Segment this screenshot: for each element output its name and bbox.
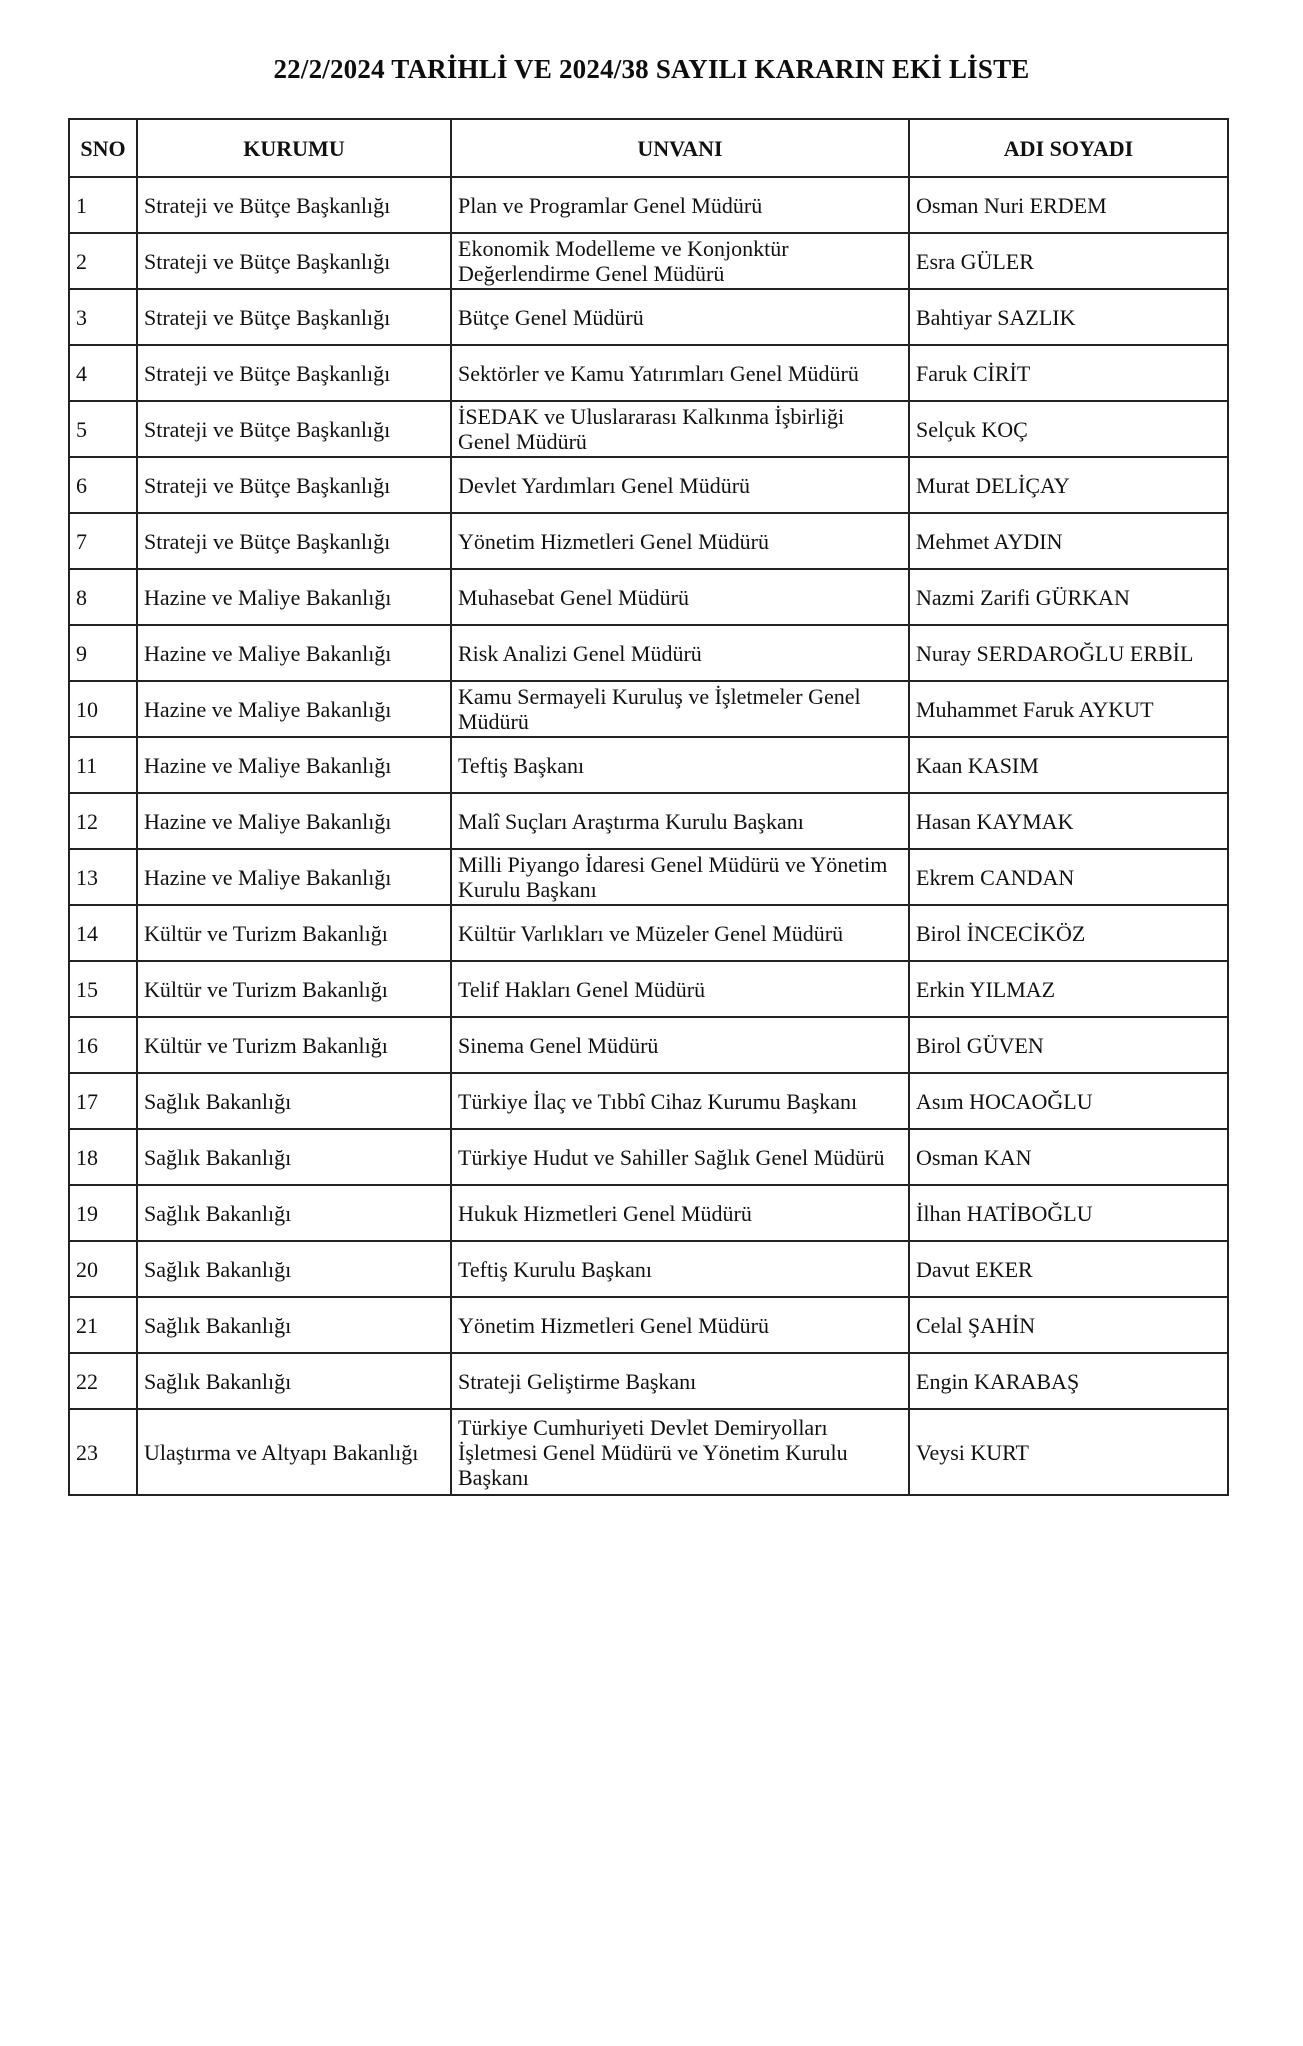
table-row xyxy=(69,793,1228,849)
cell-unvani: Yönetim Hizmetleri Genel Müdürü xyxy=(451,1297,909,1353)
cell-adi-soyadi: Nazmi Zarifi GÜRKAN xyxy=(909,569,1228,625)
table-row xyxy=(69,1409,1228,1495)
cell-sno: 11 xyxy=(69,737,137,793)
cell-unvani: Ekonomik Modelleme ve Konjonktür Değerlendirme Genel Müdürü xyxy=(451,233,909,289)
cell-sno: 8 xyxy=(69,569,137,625)
cell-sno: 23 xyxy=(69,1409,137,1495)
cell-kurumu: Strateji ve Bütçe Başkanlığı xyxy=(137,513,451,569)
cell-adi-soyadi: Mehmet AYDIN xyxy=(909,513,1228,569)
cell-kurumu: Hazine ve Maliye Bakanlığı xyxy=(137,849,451,905)
table-row xyxy=(69,401,1228,457)
cell-unvani: Telif Hakları Genel Müdürü xyxy=(451,961,909,1017)
cell-kurumu: Sağlık Bakanlığı xyxy=(137,1241,451,1297)
cell-kurumu: Hazine ve Maliye Bakanlığı xyxy=(137,793,451,849)
cell-unvani: Türkiye Cumhuriyeti Devlet Demiryolları İşletmesi Genel Müdürü ve Yönetim Kurulu Başkanı xyxy=(451,1409,909,1495)
table-row xyxy=(69,961,1228,1017)
cell-unvani: İSEDAK ve Uluslararası Kalkınma İşbirliği Genel Müdürü xyxy=(451,401,909,457)
cell-adi-soyadi: İlhan HATİBOĞLU xyxy=(909,1185,1228,1241)
cell-adi-soyadi: Muhammet Faruk AYKUT xyxy=(909,681,1228,737)
table-row xyxy=(69,513,1228,569)
cell-kurumu: Kültür ve Turizm Bakanlığı xyxy=(137,905,451,961)
cell-unvani: Türkiye Hudut ve Sahiller Sağlık Genel Müdürü xyxy=(451,1129,909,1185)
table-row xyxy=(69,457,1228,513)
cell-sno: 2 xyxy=(69,233,137,289)
cell-adi-soyadi: Asım HOCAOĞLU xyxy=(909,1073,1228,1129)
cell-unvani: Kültür Varlıkları ve Müzeler Genel Müdürü xyxy=(451,905,909,961)
table-row xyxy=(69,177,1228,233)
cell-kurumu: Sağlık Bakanlığı xyxy=(137,1129,451,1185)
cell-unvani: Milli Piyango İdaresi Genel Müdürü ve Yönetim Kurulu Başkanı xyxy=(451,849,909,905)
cell-adi-soyadi: Engin KARABAŞ xyxy=(909,1353,1228,1409)
cell-unvani: Türkiye İlaç ve Tıbbî Cihaz Kurumu Başkanı xyxy=(451,1073,909,1129)
cell-unvani: Muhasebat Genel Müdürü xyxy=(451,569,909,625)
table-row xyxy=(69,1353,1228,1409)
cell-kurumu: Hazine ve Maliye Bakanlığı xyxy=(137,737,451,793)
cell-unvani: Yönetim Hizmetleri Genel Müdürü xyxy=(451,513,909,569)
page-title: 22/2/2024 TARİHLİ VE 2024/38 SAYILI KARARIN EKİ LİSTE xyxy=(273,54,1030,84)
column-header-unvani: UNVANI xyxy=(451,119,909,177)
table-row xyxy=(69,1185,1228,1241)
cell-adi-soyadi: Faruk CİRİT xyxy=(909,345,1228,401)
cell-sno: 16 xyxy=(69,1017,137,1073)
cell-sno: 6 xyxy=(69,457,137,513)
table-row xyxy=(69,345,1228,401)
cell-kurumu: Strateji ve Bütçe Başkanlığı xyxy=(137,345,451,401)
cell-adi-soyadi: Birol İNCECİKÖZ xyxy=(909,905,1228,961)
column-header-kurumu: KURUMU xyxy=(137,119,451,177)
cell-adi-soyadi: Osman Nuri ERDEM xyxy=(909,177,1228,233)
cell-adi-soyadi: Esra GÜLER xyxy=(909,233,1228,289)
cell-adi-soyadi: Erkin YILMAZ xyxy=(909,961,1228,1017)
cell-sno: 5 xyxy=(69,401,137,457)
cell-kurumu: Sağlık Bakanlığı xyxy=(137,1297,451,1353)
cell-adi-soyadi: Selçuk KOÇ xyxy=(909,401,1228,457)
cell-unvani: Kamu Sermayeli Kuruluş ve İşletmeler Genel Müdürü xyxy=(451,681,909,737)
cell-unvani: Sinema Genel Müdürü xyxy=(451,1017,909,1073)
cell-unvani: Bütçe Genel Müdürü xyxy=(451,289,909,345)
table-row xyxy=(69,1241,1228,1297)
cell-sno: 18 xyxy=(69,1129,137,1185)
cell-sno: 9 xyxy=(69,625,137,681)
cell-unvani: Sektörler ve Kamu Yatırımları Genel Müdürü xyxy=(451,345,909,401)
cell-sno: 10 xyxy=(69,681,137,737)
cell-kurumu: Ulaştırma ve Altyapı Bakanlığı xyxy=(137,1409,451,1495)
cell-kurumu: Strateji ve Bütçe Başkanlığı xyxy=(137,401,451,457)
cell-kurumu: Hazine ve Maliye Bakanlığı xyxy=(137,569,451,625)
cell-unvani: Hukuk Hizmetleri Genel Müdürü xyxy=(451,1185,909,1241)
cell-adi-soyadi: Osman KAN xyxy=(909,1129,1228,1185)
table-row xyxy=(69,1073,1228,1129)
cell-unvani: Strateji Geliştirme Başkanı xyxy=(451,1353,909,1409)
cell-sno: 4 xyxy=(69,345,137,401)
cell-adi-soyadi: Bahtiyar SAZLIK xyxy=(909,289,1228,345)
cell-kurumu: Sağlık Bakanlığı xyxy=(137,1353,451,1409)
cell-kurumu: Sağlık Bakanlığı xyxy=(137,1073,451,1129)
cell-adi-soyadi: Celal ŞAHİN xyxy=(909,1297,1228,1353)
cell-kurumu: Strateji ve Bütçe Başkanlığı xyxy=(137,233,451,289)
cell-unvani: Risk Analizi Genel Müdürü xyxy=(451,625,909,681)
table-row xyxy=(69,569,1228,625)
cell-kurumu: Hazine ve Maliye Bakanlığı xyxy=(137,681,451,737)
table-body xyxy=(69,177,1228,1495)
cell-sno: 1 xyxy=(69,177,137,233)
table-row xyxy=(69,1297,1228,1353)
cell-unvani: Teftiş Kurulu Başkanı xyxy=(451,1241,909,1297)
table-header-row xyxy=(69,119,1228,177)
appointment-list-table xyxy=(68,118,1229,1496)
table-row xyxy=(69,233,1228,289)
cell-kurumu: Hazine ve Maliye Bakanlığı xyxy=(137,625,451,681)
cell-sno: 7 xyxy=(69,513,137,569)
cell-adi-soyadi: Davut EKER xyxy=(909,1241,1228,1297)
table-row xyxy=(69,289,1228,345)
table-row xyxy=(69,905,1228,961)
cell-unvani: Malî Suçları Araştırma Kurulu Başkanı xyxy=(451,793,909,849)
cell-adi-soyadi: Hasan KAYMAK xyxy=(909,793,1228,849)
cell-kurumu: Kültür ve Turizm Bakanlığı xyxy=(137,961,451,1017)
cell-sno: 19 xyxy=(69,1185,137,1241)
cell-adi-soyadi: Murat DELİÇAY xyxy=(909,457,1228,513)
cell-sno: 22 xyxy=(69,1353,137,1409)
cell-sno: 13 xyxy=(69,849,137,905)
cell-sno: 3 xyxy=(69,289,137,345)
column-header-sno: SNO xyxy=(69,119,137,177)
cell-adi-soyadi: Ekrem CANDAN xyxy=(909,849,1228,905)
cell-sno: 14 xyxy=(69,905,137,961)
cell-kurumu: Sağlık Bakanlığı xyxy=(137,1185,451,1241)
cell-sno: 15 xyxy=(69,961,137,1017)
column-header-adi-soyadi: ADI SOYADI xyxy=(909,119,1228,177)
cell-kurumu: Strateji ve Bütçe Başkanlığı xyxy=(137,177,451,233)
cell-unvani: Plan ve Programlar Genel Müdürü xyxy=(451,177,909,233)
cell-unvani: Devlet Yardımları Genel Müdürü xyxy=(451,457,909,513)
table-row xyxy=(69,849,1228,905)
cell-unvani: Teftiş Başkanı xyxy=(451,737,909,793)
cell-adi-soyadi: Nuray SERDAROĞLU ERBİL xyxy=(909,625,1228,681)
table-row xyxy=(69,1129,1228,1185)
cell-kurumu: Kültür ve Turizm Bakanlığı xyxy=(137,1017,451,1073)
cell-sno: 21 xyxy=(69,1297,137,1353)
cell-adi-soyadi: Veysi KURT xyxy=(909,1409,1228,1495)
cell-adi-soyadi: Kaan KASIM xyxy=(909,737,1228,793)
cell-kurumu: Strateji ve Bütçe Başkanlığı xyxy=(137,457,451,513)
table-row xyxy=(69,1017,1228,1073)
cell-sno: 20 xyxy=(69,1241,137,1297)
cell-adi-soyadi: Birol GÜVEN xyxy=(909,1017,1228,1073)
cell-sno: 12 xyxy=(69,793,137,849)
table-row xyxy=(69,737,1228,793)
cell-sno: 17 xyxy=(69,1073,137,1129)
cell-kurumu: Strateji ve Bütçe Başkanlığı xyxy=(137,289,451,345)
table-row xyxy=(69,681,1228,737)
table-row xyxy=(69,625,1228,681)
